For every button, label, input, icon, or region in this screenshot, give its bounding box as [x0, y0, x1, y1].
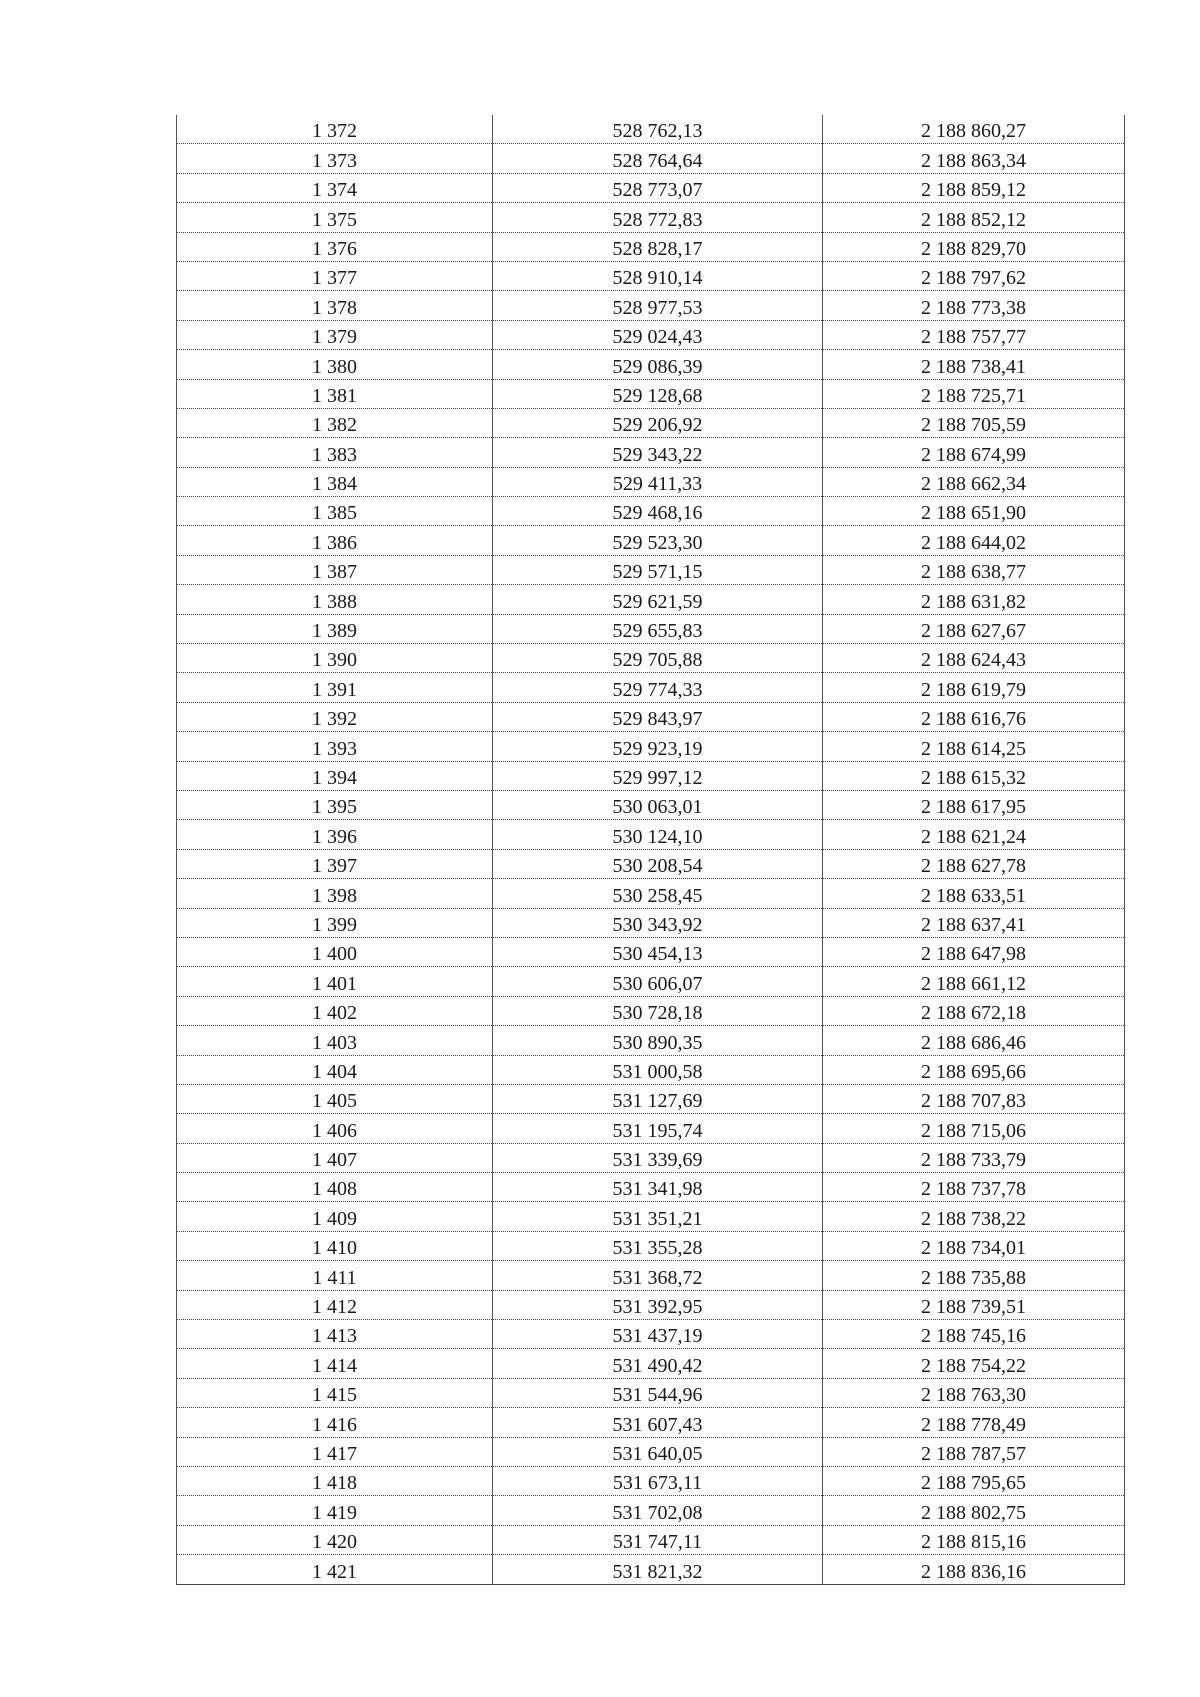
x-coordinate-cell: 528 772,83: [493, 203, 823, 232]
x-coordinate-cell: 530 728,18: [493, 996, 823, 1025]
point-number-cell: 1 419: [177, 1496, 493, 1525]
point-number-cell: 1 407: [177, 1143, 493, 1172]
x-coordinate-cell: 531 355,28: [493, 1231, 823, 1260]
point-number-cell: 1 387: [177, 555, 493, 584]
table-row: [177, 320, 1125, 349]
table-row: [177, 438, 1125, 467]
point-number-cell: 1 386: [177, 526, 493, 555]
y-coordinate-cell: 2 188 617,95: [823, 790, 1125, 819]
y-coordinate-cell: 2 188 763,30: [823, 1378, 1125, 1407]
table-row: [177, 203, 1125, 232]
table-row: [177, 261, 1125, 290]
x-coordinate-cell: 531 640,05: [493, 1437, 823, 1466]
y-coordinate-cell: 2 188 619,79: [823, 673, 1125, 702]
point-number-cell: 1 382: [177, 408, 493, 437]
table-row: [177, 1261, 1125, 1290]
x-coordinate-cell: 529 128,68: [493, 379, 823, 408]
table-row: [177, 555, 1125, 584]
y-coordinate-cell: 2 188 631,82: [823, 585, 1125, 614]
point-number-cell: 1 374: [177, 173, 493, 202]
point-number-cell: 1 385: [177, 497, 493, 526]
point-number-cell: 1 421: [177, 1555, 493, 1584]
x-coordinate-cell: 529 468,16: [493, 497, 823, 526]
table-row: [177, 379, 1125, 408]
point-number-cell: 1 392: [177, 702, 493, 731]
x-coordinate-cell: 528 773,07: [493, 173, 823, 202]
x-coordinate-cell: 529 024,43: [493, 320, 823, 349]
y-coordinate-cell: 2 188 773,38: [823, 291, 1125, 320]
table-row: [177, 790, 1125, 819]
table-row: [177, 1114, 1125, 1143]
x-coordinate-cell: 528 828,17: [493, 232, 823, 261]
x-coordinate-cell: 530 258,45: [493, 879, 823, 908]
table-row: [177, 614, 1125, 643]
y-coordinate-cell: 2 188 647,98: [823, 937, 1125, 966]
table-row: [177, 702, 1125, 731]
point-number-cell: 1 409: [177, 1202, 493, 1231]
x-coordinate-cell: 531 673,11: [493, 1466, 823, 1495]
y-coordinate-cell: 2 188 638,77: [823, 555, 1125, 584]
table-row: [177, 1055, 1125, 1084]
table-row: [177, 1320, 1125, 1349]
y-coordinate-cell: 2 188 725,71: [823, 379, 1125, 408]
x-coordinate-cell: 528 910,14: [493, 261, 823, 290]
y-coordinate-cell: 2 188 735,88: [823, 1261, 1125, 1290]
y-coordinate-cell: 2 188 733,79: [823, 1143, 1125, 1172]
x-coordinate-cell: 530 606,07: [493, 967, 823, 996]
table-row: [177, 996, 1125, 1025]
x-coordinate-cell: 530 208,54: [493, 849, 823, 878]
y-coordinate-cell: 2 188 686,46: [823, 1026, 1125, 1055]
x-coordinate-cell: 529 621,59: [493, 585, 823, 614]
table-row: [177, 585, 1125, 614]
point-number-cell: 1 411: [177, 1261, 493, 1290]
x-coordinate-cell: 531 490,42: [493, 1349, 823, 1378]
y-coordinate-cell: 2 188 614,25: [823, 732, 1125, 761]
point-number-cell: 1 379: [177, 320, 493, 349]
y-coordinate-cell: 2 188 795,65: [823, 1466, 1125, 1495]
point-number-cell: 1 378: [177, 291, 493, 320]
table-row: [177, 1290, 1125, 1319]
point-number-cell: 1 372: [177, 115, 493, 144]
x-coordinate-cell: 528 762,13: [493, 115, 823, 144]
table-row: [177, 1408, 1125, 1437]
y-coordinate-cell: 2 188 624,43: [823, 644, 1125, 673]
point-number-cell: 1 408: [177, 1173, 493, 1202]
x-coordinate-cell: 529 923,19: [493, 732, 823, 761]
point-number-cell: 1 402: [177, 996, 493, 1025]
y-coordinate-cell: 2 188 836,16: [823, 1555, 1125, 1584]
table-row: [177, 1496, 1125, 1525]
table-row: [177, 1466, 1125, 1495]
y-coordinate-cell: 2 188 662,34: [823, 467, 1125, 496]
point-number-cell: 1 403: [177, 1026, 493, 1055]
point-number-cell: 1 420: [177, 1525, 493, 1554]
y-coordinate-cell: 2 188 778,49: [823, 1408, 1125, 1437]
x-coordinate-cell: 529 997,12: [493, 761, 823, 790]
x-coordinate-cell: 531 392,95: [493, 1290, 823, 1319]
table-row: [177, 820, 1125, 849]
y-coordinate-cell: 2 188 651,90: [823, 497, 1125, 526]
table-row: [177, 967, 1125, 996]
x-coordinate-cell: 530 890,35: [493, 1026, 823, 1055]
table-row: [177, 849, 1125, 878]
point-number-cell: 1 410: [177, 1231, 493, 1260]
point-number-cell: 1 397: [177, 849, 493, 878]
point-number-cell: 1 399: [177, 908, 493, 937]
y-coordinate-cell: 2 188 745,16: [823, 1320, 1125, 1349]
y-coordinate-cell: 2 188 707,83: [823, 1084, 1125, 1113]
y-coordinate-cell: 2 188 633,51: [823, 879, 1125, 908]
y-coordinate-cell: 2 188 672,18: [823, 996, 1125, 1025]
point-number-cell: 1 384: [177, 467, 493, 496]
y-coordinate-cell: 2 188 757,77: [823, 320, 1125, 349]
point-number-cell: 1 389: [177, 614, 493, 643]
x-coordinate-cell: 531 000,58: [493, 1055, 823, 1084]
y-coordinate-cell: 2 188 815,16: [823, 1525, 1125, 1554]
table-row: [177, 1555, 1125, 1584]
point-number-cell: 1 394: [177, 761, 493, 790]
x-coordinate-cell: 528 977,53: [493, 291, 823, 320]
point-number-cell: 1 414: [177, 1349, 493, 1378]
x-coordinate-cell: 529 206,92: [493, 408, 823, 437]
x-coordinate-cell: 531 607,43: [493, 1408, 823, 1437]
y-coordinate-cell: 2 188 715,06: [823, 1114, 1125, 1143]
x-coordinate-cell: 529 523,30: [493, 526, 823, 555]
point-number-cell: 1 395: [177, 790, 493, 819]
point-number-cell: 1 390: [177, 644, 493, 673]
point-number-cell: 1 376: [177, 232, 493, 261]
y-coordinate-cell: 2 188 621,24: [823, 820, 1125, 849]
y-coordinate-cell: 2 188 860,27: [823, 115, 1125, 144]
y-coordinate-cell: 2 188 627,67: [823, 614, 1125, 643]
y-coordinate-cell: 2 188 738,41: [823, 350, 1125, 379]
table-row: [177, 1525, 1125, 1554]
x-coordinate-cell: 530 454,13: [493, 937, 823, 966]
point-number-cell: 1 418: [177, 1466, 493, 1495]
y-coordinate-cell: 2 188 739,51: [823, 1290, 1125, 1319]
table-row: [177, 467, 1125, 496]
y-coordinate-cell: 2 188 705,59: [823, 408, 1125, 437]
y-coordinate-cell: 2 188 737,78: [823, 1173, 1125, 1202]
table-row: [177, 879, 1125, 908]
point-number-cell: 1 398: [177, 879, 493, 908]
y-coordinate-cell: 2 188 627,78: [823, 849, 1125, 878]
point-number-cell: 1 393: [177, 732, 493, 761]
x-coordinate-cell: 531 195,74: [493, 1114, 823, 1143]
table-row: [177, 291, 1125, 320]
y-coordinate-cell: 2 188 754,22: [823, 1349, 1125, 1378]
table-row: [177, 144, 1125, 173]
table-row: [177, 1231, 1125, 1260]
table-row: [177, 673, 1125, 702]
table-row: [177, 908, 1125, 937]
point-number-cell: 1 406: [177, 1114, 493, 1143]
table-row: [177, 497, 1125, 526]
y-coordinate-cell: 2 188 852,12: [823, 203, 1125, 232]
x-coordinate-cell: 529 843,97: [493, 702, 823, 731]
point-number-cell: 1 413: [177, 1320, 493, 1349]
x-coordinate-cell: 529 411,33: [493, 467, 823, 496]
table-row: [177, 1437, 1125, 1466]
x-coordinate-cell: 529 571,15: [493, 555, 823, 584]
y-coordinate-cell: 2 188 802,75: [823, 1496, 1125, 1525]
point-number-cell: 1 380: [177, 350, 493, 379]
y-coordinate-cell: 2 188 616,76: [823, 702, 1125, 731]
table-row: [177, 1202, 1125, 1231]
y-coordinate-cell: 2 188 661,12: [823, 967, 1125, 996]
point-number-cell: 1 373: [177, 144, 493, 173]
y-coordinate-cell: 2 188 734,01: [823, 1231, 1125, 1260]
table-row: [177, 1143, 1125, 1172]
coordinates-table: [176, 115, 1125, 1585]
x-coordinate-cell: 531 747,11: [493, 1525, 823, 1554]
table-row: [177, 115, 1125, 144]
x-coordinate-cell: 531 339,69: [493, 1143, 823, 1172]
table-row: [177, 1349, 1125, 1378]
x-coordinate-cell: 531 437,19: [493, 1320, 823, 1349]
table-row: [177, 526, 1125, 555]
table-row: [177, 1378, 1125, 1407]
point-number-cell: 1 412: [177, 1290, 493, 1319]
point-number-cell: 1 404: [177, 1055, 493, 1084]
table-row: [177, 173, 1125, 202]
table-row: [177, 937, 1125, 966]
point-number-cell: 1 391: [177, 673, 493, 702]
point-number-cell: 1 377: [177, 261, 493, 290]
x-coordinate-cell: 530 124,10: [493, 820, 823, 849]
y-coordinate-cell: 2 188 637,41: [823, 908, 1125, 937]
y-coordinate-cell: 2 188 644,02: [823, 526, 1125, 555]
table-row: [177, 232, 1125, 261]
y-coordinate-cell: 2 188 738,22: [823, 1202, 1125, 1231]
x-coordinate-cell: 529 705,88: [493, 644, 823, 673]
table-row: [177, 408, 1125, 437]
table-row: [177, 644, 1125, 673]
x-coordinate-cell: 531 821,32: [493, 1555, 823, 1584]
point-number-cell: 1 400: [177, 937, 493, 966]
coordinates-table-body: [177, 115, 1125, 1584]
table-row: [177, 732, 1125, 761]
table-row: [177, 761, 1125, 790]
y-coordinate-cell: 2 188 863,34: [823, 144, 1125, 173]
point-number-cell: 1 388: [177, 585, 493, 614]
x-coordinate-cell: 529 655,83: [493, 614, 823, 643]
x-coordinate-cell: 529 774,33: [493, 673, 823, 702]
y-coordinate-cell: 2 188 674,99: [823, 438, 1125, 467]
point-number-cell: 1 416: [177, 1408, 493, 1437]
y-coordinate-cell: 2 188 859,12: [823, 173, 1125, 202]
y-coordinate-cell: 2 188 615,32: [823, 761, 1125, 790]
x-coordinate-cell: 529 343,22: [493, 438, 823, 467]
table-row: [177, 1084, 1125, 1113]
x-coordinate-cell: 531 127,69: [493, 1084, 823, 1113]
x-coordinate-cell: 531 544,96: [493, 1378, 823, 1407]
table-row: [177, 350, 1125, 379]
x-coordinate-cell: 529 086,39: [493, 350, 823, 379]
point-number-cell: 1 401: [177, 967, 493, 996]
y-coordinate-cell: 2 188 797,62: [823, 261, 1125, 290]
x-coordinate-cell: 531 368,72: [493, 1261, 823, 1290]
table-row: [177, 1173, 1125, 1202]
y-coordinate-cell: 2 188 829,70: [823, 232, 1125, 261]
point-number-cell: 1 415: [177, 1378, 493, 1407]
point-number-cell: 1 383: [177, 438, 493, 467]
point-number-cell: 1 375: [177, 203, 493, 232]
y-coordinate-cell: 2 188 695,66: [823, 1055, 1125, 1084]
point-number-cell: 1 396: [177, 820, 493, 849]
x-coordinate-cell: 528 764,64: [493, 144, 823, 173]
y-coordinate-cell: 2 188 787,57: [823, 1437, 1125, 1466]
point-number-cell: 1 417: [177, 1437, 493, 1466]
point-number-cell: 1 381: [177, 379, 493, 408]
point-number-cell: 1 405: [177, 1084, 493, 1113]
x-coordinate-cell: 531 702,08: [493, 1496, 823, 1525]
table-row: [177, 1026, 1125, 1055]
x-coordinate-cell: 530 063,01: [493, 790, 823, 819]
x-coordinate-cell: 531 351,21: [493, 1202, 823, 1231]
x-coordinate-cell: 530 343,92: [493, 908, 823, 937]
x-coordinate-cell: 531 341,98: [493, 1173, 823, 1202]
